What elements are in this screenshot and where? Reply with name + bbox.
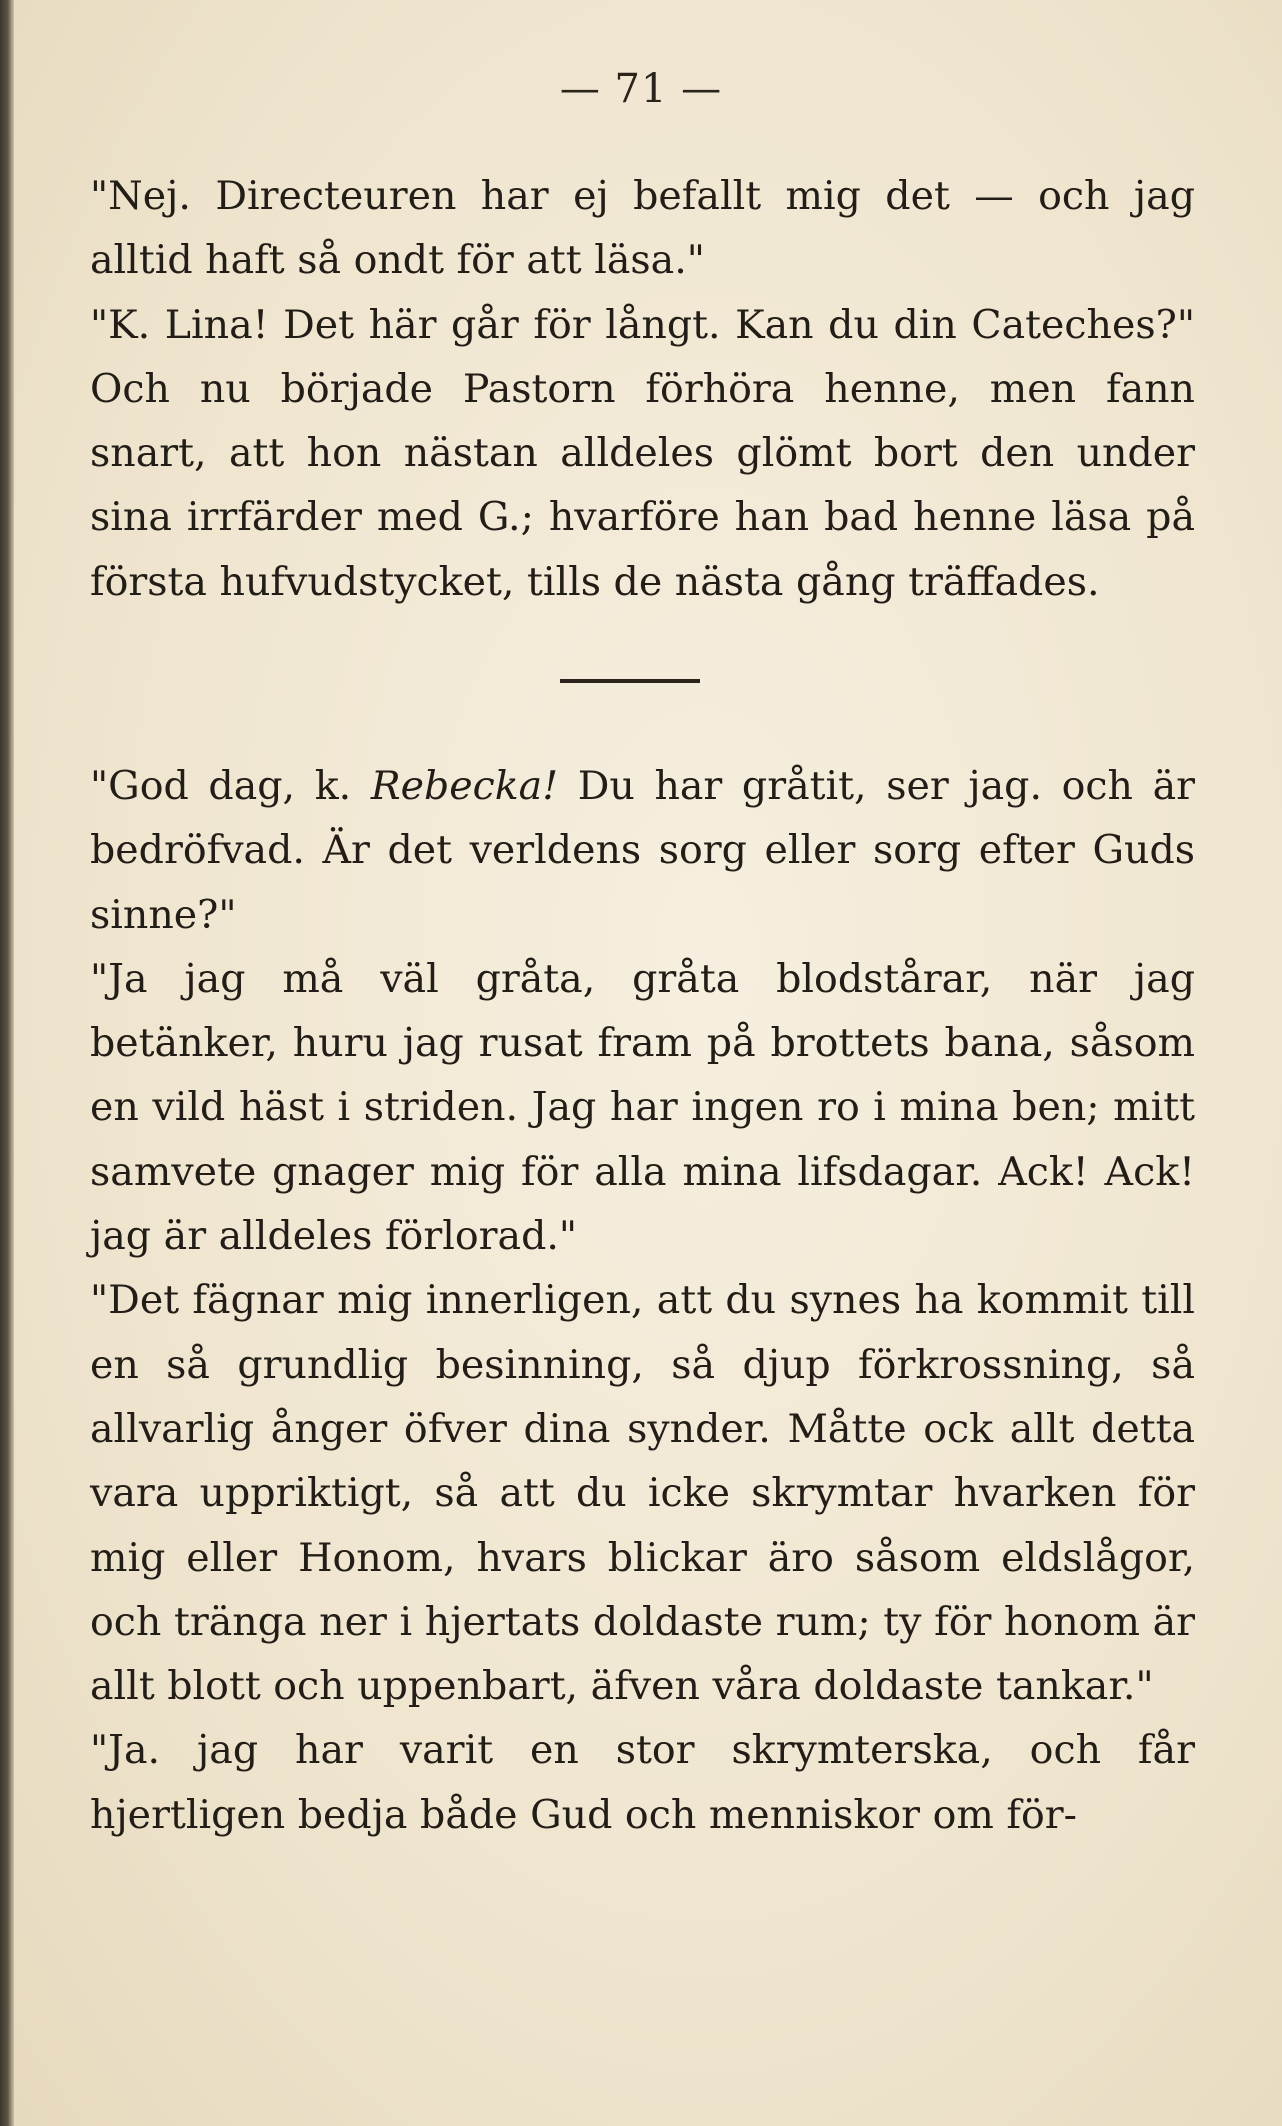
section-2-text bbox=[90, 754, 1195, 1847]
paragraph: "Ja jag må väl gråta, gråta blodstårar, när jag betänker, huru jag rusat fram på brottets bana, såsom en vild häst i striden. Jag har ingen ro i mina ben; mitt samvete gnager mig för alla mina lifsdagar. Ack! Ack! jag är alldeles förlorad." bbox=[90, 955, 1195, 1260]
paragraph-text: "God dag, k. bbox=[90, 763, 371, 809]
paragraph bbox=[90, 754, 1195, 947]
paragraph: "Det fägnar mig innerligen, att du synes ha kommit till en så grundlig besinning, så djup förkrossning, så allvarlig ånger öfver dina synder. Måtte ock allt detta vara uppriktigt, så att du icke skrymtar hvarken för mig eller Honom, hvars blickar äro såsom eldslågor, och tränga ner i hjertats doldaste rum; ty för honom är allt blott och uppenbart, äfven våra doldaste tankar." bbox=[90, 1277, 1195, 1710]
paragraph-text: Du har gråtit, ser jag. och är bedröfvad. Är det verldens sorg eller sorg efter Guds sinne?" bbox=[90, 763, 1196, 938]
book-spine-shadow bbox=[0, 0, 14, 2126]
name-italic: Rebecka! bbox=[370, 763, 559, 809]
section-1-text bbox=[90, 164, 1195, 614]
paragraph: "Nej. Directeuren har ej befallt mig det — och jag alltid haft så ondt för att läsa." bbox=[90, 173, 1195, 284]
paragraph: "K. Lina! Det här går för långt. Kan du din Cateches?" Och nu började Pastorn förhöra henne, men fann snart, att hon nästan alldeles glömt bort den under sina irrfärder med G.; hvarföre han bad henne läsa på första hufvudstycket, tills de nästa gång träffades. bbox=[90, 301, 1195, 605]
section-divider bbox=[560, 679, 700, 683]
page-number: — 71 — bbox=[559, 66, 723, 112]
paragraph: "Ja. jag har varit en stor skrymterska, och får hjertligen bedja både Gud och menniskor om för- bbox=[90, 1727, 1195, 1838]
